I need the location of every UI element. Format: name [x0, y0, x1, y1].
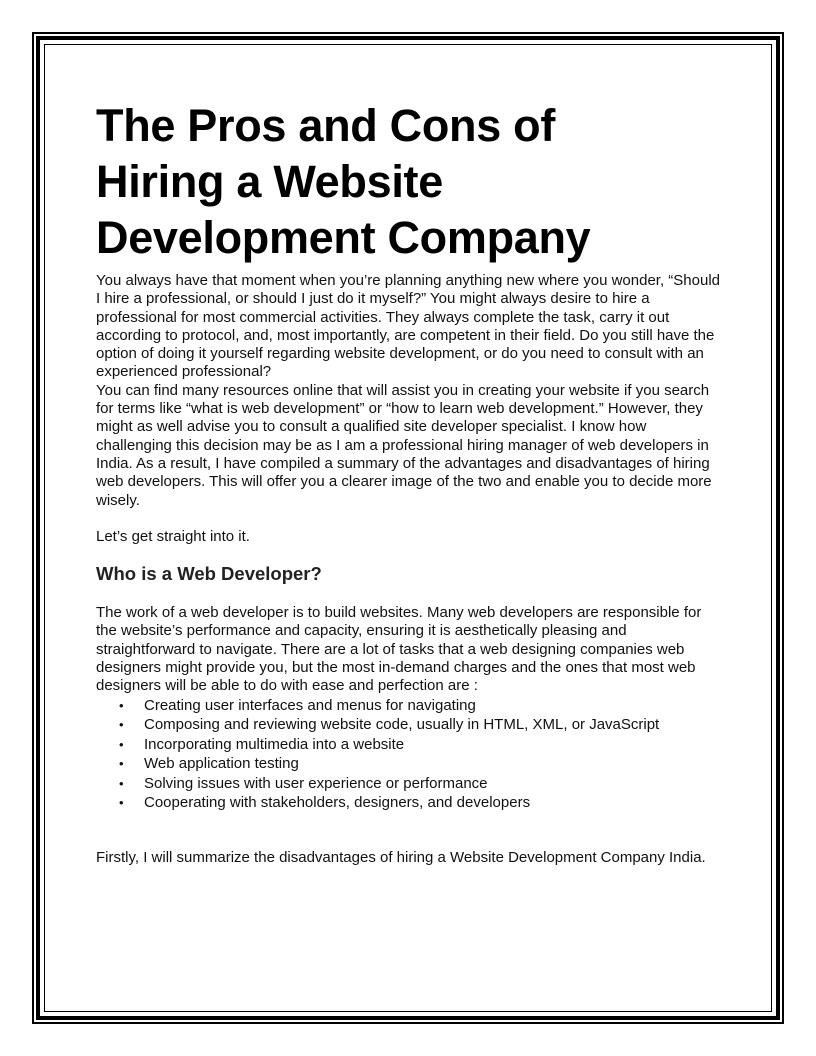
task-list-item: • Creating user interfaces and menus for navigating — [119, 696, 476, 714]
title-line-3: Development Company — [96, 212, 591, 263]
task-list-item: • Solving issues with user experience or performance — [119, 774, 488, 792]
bullet-icon: • — [119, 697, 124, 713]
bullet-icon: • — [119, 736, 124, 752]
section-heading: Who is a Web Developer? — [96, 563, 322, 585]
section-paragraph: The work of a web developer is to build websites. Many web developers are responsible for the website’s performance and capacity, ensuring it is aesthetically pleasing and straightforward to navigate. There are a lot of tasks that a web designing companies web designers might provide you, but the most in-demand charges and the ones that most web designers will be able to do with ease and perfection are : — [96, 604, 702, 695]
paragraph-3: Let’s get straight into it. — [96, 527, 250, 545]
bullet-icon: • — [119, 756, 124, 772]
document-title — [96, 98, 726, 266]
document-body — [96, 98, 726, 867]
task-list-item: • Composing and reviewing website code, usually in HTML, XML, or JavaScript — [119, 716, 660, 734]
paragraph-2: You can find many resources online that will assist you in creating your website if you search for terms like “what is web development” or “how to learn web development.” However, they might as well advise you to consult a qualified site developer specialist. I know how challenging this decision may be as I am a professional hiring manager of web developers in India. As a result, I have compiled a summary of the advantages and disadvantages of hiring web developers. This will offer you a clearer image of the two and enable you to decide more wisely. — [96, 381, 712, 509]
bullet-icon: • — [119, 795, 124, 811]
task-list-item: • Web application testing — [119, 755, 299, 773]
closing-paragraph: Firstly, I will summarize the disadvantages of hiring a Website Development Company India. — [96, 848, 706, 866]
task-list-item: • Incorporating multimedia into a website — [119, 735, 405, 753]
title-line-2: Hiring a Website — [96, 156, 443, 207]
intro-paragraph: You always have that moment when you’re planning anything new where you wonder, “Should I hire a professional, or should I just do it myself?” You might always desire to hire a professional for most commercial activities. They always complete the task, carry it out according to protocol, and, most importantly, are competent in their field. Do you still have the option of doing it yourself regarding website development, or do you need to consult with an experienced professional? — [96, 272, 721, 381]
title-line-1: The Pros and Cons of — [96, 100, 556, 151]
task-list — [96, 696, 726, 813]
bullet-icon: • — [119, 775, 124, 791]
task-list-item: • Cooperating with stakeholders, designers, and developers — [119, 794, 531, 812]
bullet-icon: • — [119, 717, 124, 733]
